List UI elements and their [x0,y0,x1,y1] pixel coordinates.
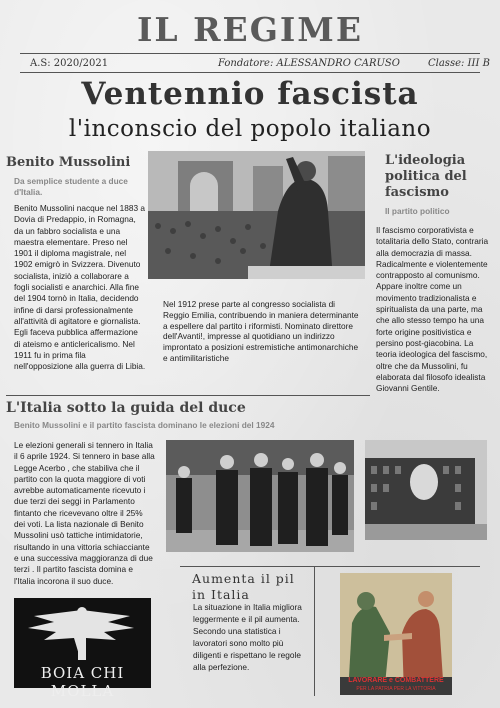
school-year: A.S: 2020/2021 [30,58,109,69]
italia-title: L'Italia sotto la guida del duce [6,400,246,416]
pil-rule-vertical [314,566,315,696]
mussolini-title: Benito Mussolini [6,155,131,170]
mussolini-continuation: Nel 1912 prese parte al congresso socialista di Reggio Emilia, contribuendo in maniera determinante a espellere dal partito i riformisti. Nominato direttore dell'Avanti!, impresse al quotidiano un indirizzo improntato a posizioni estremistiche antimonarchiche e antimilitaristiche [163,299,359,363]
masthead-title: IL REGIME [136,10,363,49]
poster-line-1: LAVORARE e COMBATTERE [348,677,444,684]
pil-rule-top [180,566,480,567]
group-photo [166,440,354,552]
pil-title: Aumenta il pil in Italia [192,571,295,602]
founder: Fondatore: ALESSANDRO CARUSO [218,58,400,69]
mussolini-rally-photo [148,151,365,279]
poster-line-2: PER LA PATRIA PER LA VITTORIA [356,686,436,692]
palazzo-braschi-photo [365,440,487,540]
section-rule [6,395,370,396]
ideologia-subtitle: Il partito politico [385,206,450,216]
ideologia-title: L'ideologia politica del fascismo [385,153,467,200]
mussolini-subtitle: Da semplice studente a duce d'Italia. [14,176,128,197]
italia-body: Le elezioni generali si tennero in Italia il 6 aprile 1924. Si tennero in base alla Legge Acerbo , che stabiliva che il partito con la quota maggiore di voti avrebbe automaticamente ricevuto i due terzi dei seggi in Parlamento fintanto che ricevevano oltre il 25% dei voti. La lista nazionale di Benito Mussolini usò tattiche intimidatorie, risultando in una vittoria schiacciante e una successiva maggioranza di due terzi . Il partito fascista domina e l'Italia incorona il suo duce. [14,440,155,586]
class-label: Classe: III B [428,58,490,69]
masthead-rule [20,53,480,54]
sub-headline: l'inconscio del popolo italiano [68,116,432,142]
propaganda-poster-image [340,573,452,695]
eagle-caption: BOIA CHI MOLLA [40,664,125,700]
italia-subtitle: Benito Mussolini e il partito fascista dominano le elezioni del 1924 [14,420,275,430]
mussolini-body: Benito Mussolini nacque nel 1883 a Dovia di Predappio, in Romagna, da un fabbro socialista e una maestra elementare. Preso nel 1901 il diploma magistrale, nel 1902 emigrò in Svizzera. Divenuto socialista, iniziò a collaborare a fogli socialisti e anarchici. Alla fine del 1904 tornò in Italia, decidendo infine di darsi professionalmente all'attività di agitatore e giornalista. Egli faceva pubblica affermazione di ateismo e anticlericalismo. Nel 1911 fu in prima fila nell'opposizione alla guerra di Libia. [14,203,146,372]
eagle-emblem-image [14,598,151,700]
pil-body: La situazione in Italia migliora leggermente e il pil aumenta. Secondo una statistica i lavoratori sono molto più diligenti e rispettano le regole alla perfezione. [193,602,302,672]
main-headline: Ventennio fascista [81,76,419,112]
meta-rule [20,72,480,73]
ideologia-body: Il fascismo corporativista e totalitaria dello Stato, contraria alla democrazia di massa. Radicalmente e violentemente contrapposto al comunismo. Appare inoltre come un movimento tradizionalista e spiritualista da una parte, ma che allo stesso tempo ha una forte origine positivistica e persino post-giacobina. La teoria ideologica del fascismo, oltre che da Mussolini, fu elaborata dal filosofo idealista Giovanni Gentile. [376,225,489,394]
